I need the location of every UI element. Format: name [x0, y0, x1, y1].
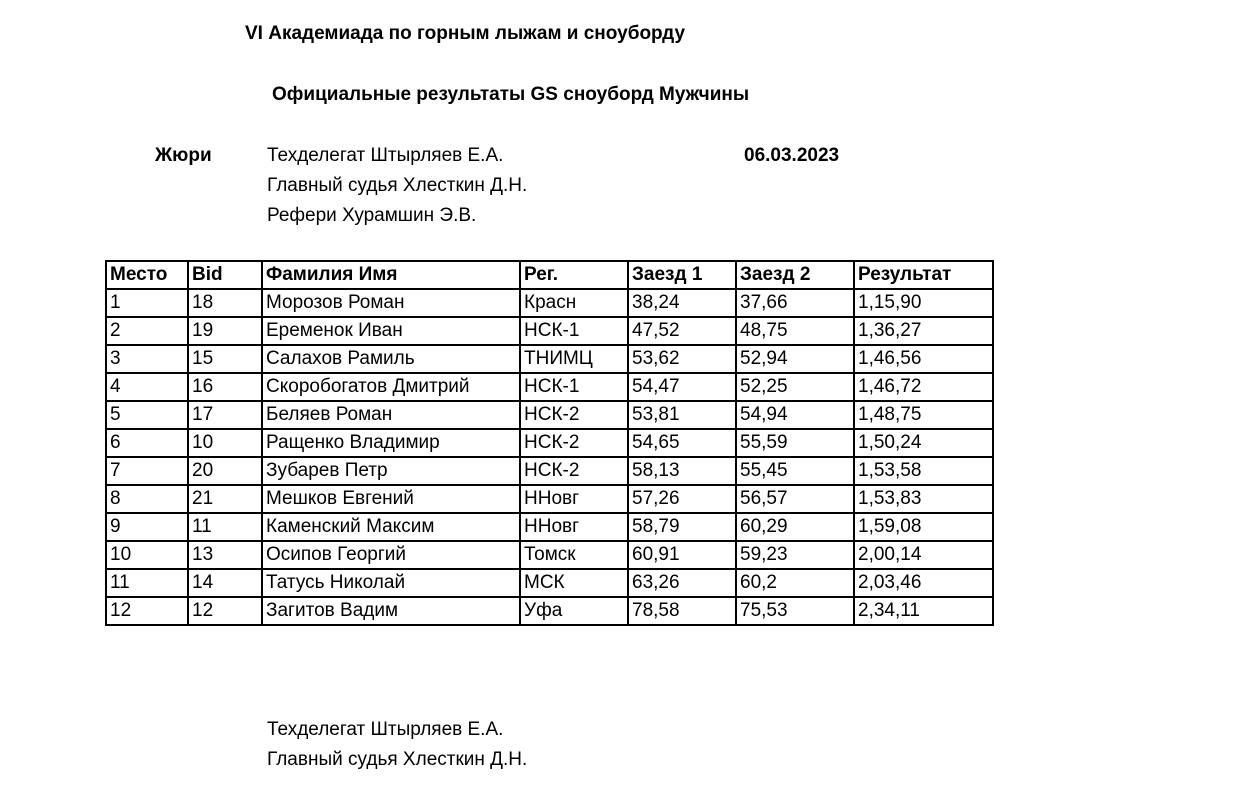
cell-result: 1,15,90 — [854, 289, 993, 317]
cell-bid: 20 — [188, 457, 262, 485]
cell-run2: 75,53 — [736, 597, 854, 625]
jury-label: Жюри — [155, 145, 212, 166]
cell-place: 1 — [106, 289, 188, 317]
cell-name: Скоробогатов Дмитрий — [262, 373, 520, 401]
cell-name: Каменский Максим — [262, 513, 520, 541]
cell-run1: 58,79 — [628, 513, 736, 541]
cell-result: 1,59,08 — [854, 513, 993, 541]
cell-name: Салахов Рамиль — [262, 345, 520, 373]
column-header-bid: Bid — [188, 261, 262, 289]
table-row — [106, 401, 993, 429]
cell-bid: 13 — [188, 541, 262, 569]
cell-region: НСК-2 — [520, 401, 628, 429]
cell-name: Еременок Иван — [262, 317, 520, 345]
cell-bid: 19 — [188, 317, 262, 345]
table-row — [106, 597, 993, 625]
table-row — [106, 289, 993, 317]
cell-run1: 53,81 — [628, 401, 736, 429]
page-title: VI Академиада по горным лыжам и сноуборду — [245, 23, 686, 44]
cell-place: 12 — [106, 597, 188, 625]
cell-run1: 58,13 — [628, 457, 736, 485]
column-header-run2: Заезд 2 — [736, 261, 854, 289]
page-subtitle: Официальные результаты GS сноуборд Мужчины — [272, 84, 750, 105]
cell-region: МСК — [520, 569, 628, 597]
cell-place: 9 — [106, 513, 188, 541]
table-row — [106, 485, 993, 513]
cell-run1: 60,91 — [628, 541, 736, 569]
cell-place: 5 — [106, 401, 188, 429]
cell-run2: 55,45 — [736, 457, 854, 485]
cell-run2: 52,94 — [736, 345, 854, 373]
cell-bid: 10 — [188, 429, 262, 457]
cell-region: НСК-2 — [520, 429, 628, 457]
cell-result: 2,34,11 — [854, 597, 993, 625]
cell-run2: 54,94 — [736, 401, 854, 429]
table-row — [106, 373, 993, 401]
cell-bid: 14 — [188, 569, 262, 597]
results-table — [105, 260, 994, 626]
cell-run2: 48,75 — [736, 317, 854, 345]
column-header-region: Рег. — [520, 261, 628, 289]
cell-run1: 53,62 — [628, 345, 736, 373]
cell-bid: 16 — [188, 373, 262, 401]
cell-bid: 11 — [188, 513, 262, 541]
cell-name: Зубарев Петр — [262, 457, 520, 485]
table-row — [106, 345, 993, 373]
cell-bid: 18 — [188, 289, 262, 317]
cell-result: 1,53,83 — [854, 485, 993, 513]
column-header-place: Место — [106, 261, 188, 289]
table-row — [106, 457, 993, 485]
cell-result: 2,00,14 — [854, 541, 993, 569]
cell-bid: 15 — [188, 345, 262, 373]
cell-name: Осипов Георгий — [262, 541, 520, 569]
cell-bid: 17 — [188, 401, 262, 429]
cell-place: 3 — [106, 345, 188, 373]
cell-result: 1,53,58 — [854, 457, 993, 485]
cell-result: 1,46,56 — [854, 345, 993, 373]
cell-run1: 38,24 — [628, 289, 736, 317]
jury-member-tech-delegate: Техделегат Штырляев Е.А. — [267, 145, 504, 166]
cell-run1: 54,65 — [628, 429, 736, 457]
cell-run1: 63,26 — [628, 569, 736, 597]
cell-place: 8 — [106, 485, 188, 513]
cell-run2: 37,66 — [736, 289, 854, 317]
cell-bid: 21 — [188, 485, 262, 513]
cell-region: ННовг — [520, 485, 628, 513]
cell-region: НСК-1 — [520, 317, 628, 345]
event-date: 06.03.2023 — [744, 145, 840, 166]
cell-place: 7 — [106, 457, 188, 485]
jury-member-referee: Рефери Хурамшин Э.В. — [267, 205, 477, 226]
cell-name: Морозов Роман — [262, 289, 520, 317]
table-row — [106, 513, 993, 541]
cell-run1: 57,26 — [628, 485, 736, 513]
cell-result: 1,36,27 — [854, 317, 993, 345]
cell-name: Ращенко Владимир — [262, 429, 520, 457]
cell-run1: 54,47 — [628, 373, 736, 401]
cell-result: 2,03,46 — [854, 569, 993, 597]
cell-run2: 55,59 — [736, 429, 854, 457]
results-table-body — [106, 289, 993, 625]
cell-place: 10 — [106, 541, 188, 569]
table-header-row — [106, 261, 993, 289]
cell-place: 11 — [106, 569, 188, 597]
cell-run2: 60,2 — [736, 569, 854, 597]
cell-place: 6 — [106, 429, 188, 457]
cell-result: 1,46,72 — [854, 373, 993, 401]
cell-region: Уфа — [520, 597, 628, 625]
column-header-result: Результат — [854, 261, 993, 289]
table-row — [106, 429, 993, 457]
cell-region: Томск — [520, 541, 628, 569]
cell-run1: 47,52 — [628, 317, 736, 345]
table-row — [106, 317, 993, 345]
cell-result: 1,48,75 — [854, 401, 993, 429]
cell-name: Беляев Роман — [262, 401, 520, 429]
jury-member-chief-judge: Главный судья Хлесткин Д.Н. — [267, 175, 528, 196]
column-header-run1: Заезд 1 — [628, 261, 736, 289]
column-header-name: Фамилия Имя — [262, 261, 520, 289]
cell-run2: 59,23 — [736, 541, 854, 569]
signature-tech-delegate: Техделегат Штырляев Е.А. — [267, 719, 504, 740]
cell-bid: 12 — [188, 597, 262, 625]
cell-region: ННовг — [520, 513, 628, 541]
cell-name: Загитов Вадим — [262, 597, 520, 625]
cell-place: 2 — [106, 317, 188, 345]
cell-result: 1,50,24 — [854, 429, 993, 457]
cell-run1: 78,58 — [628, 597, 736, 625]
cell-name: Татусь Николай — [262, 569, 520, 597]
cell-place: 4 — [106, 373, 188, 401]
cell-run2: 60,29 — [736, 513, 854, 541]
cell-region: ТНИМЦ — [520, 345, 628, 373]
cell-region: НСК-2 — [520, 457, 628, 485]
cell-region: Красн — [520, 289, 628, 317]
table-row — [106, 541, 993, 569]
signature-chief-judge: Главный судья Хлесткин Д.Н. — [267, 749, 528, 770]
cell-region: НСК-1 — [520, 373, 628, 401]
cell-name: Мешков Евгений — [262, 485, 520, 513]
cell-run2: 52,25 — [736, 373, 854, 401]
cell-run2: 56,57 — [736, 485, 854, 513]
table-row — [106, 569, 993, 597]
